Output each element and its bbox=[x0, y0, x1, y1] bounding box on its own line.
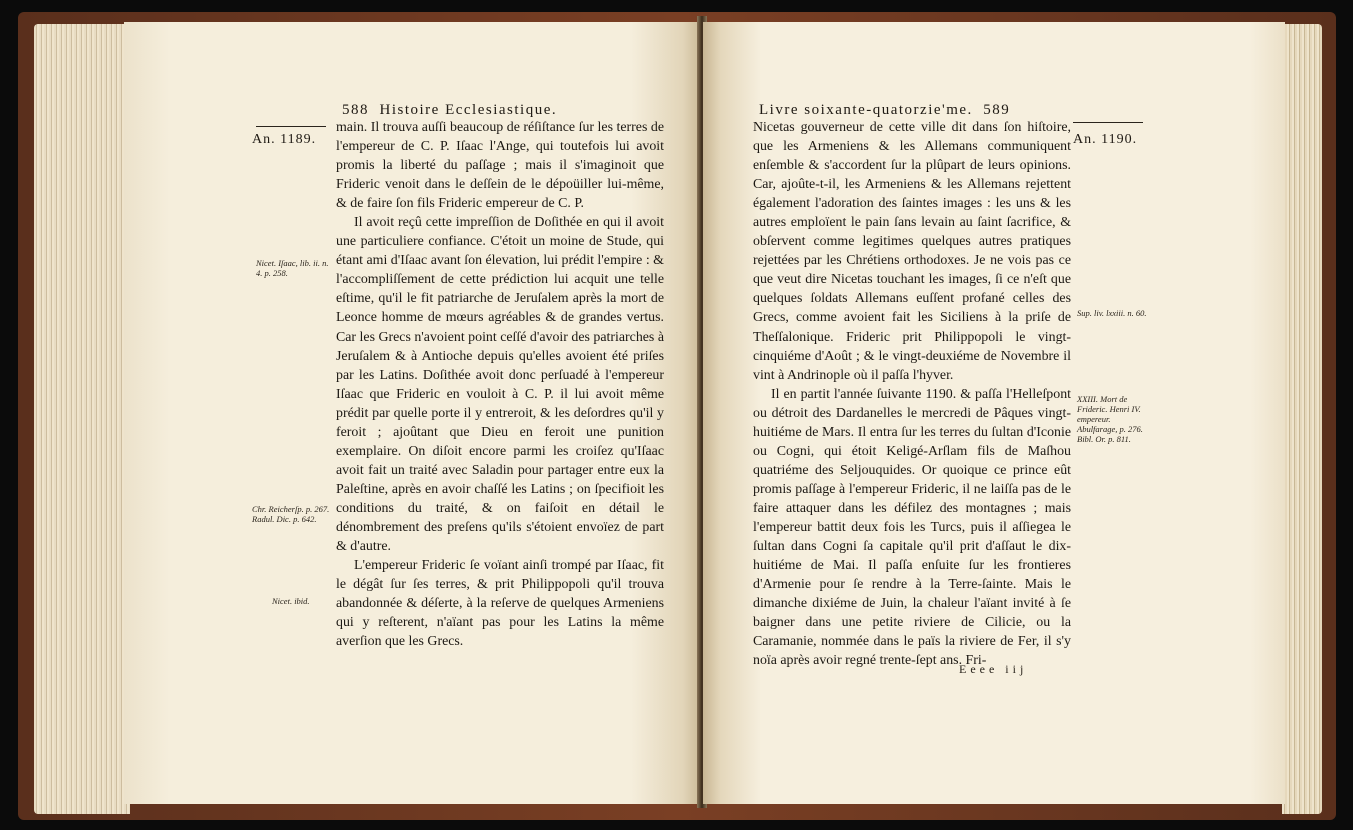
left-note-1: Nicet. Iſaac, lib. ii. n. 4. p. 258. bbox=[256, 258, 329, 278]
left-paragraph-3: L'empereur Frideric ſe voïant ainſi trompé par Iſaac, fit le dégât ſur ſes terres, & prit Philippopoli qu'il trouva abandonnée & déſerte, à la reſerve de quelques Armeniens qui y reſterent, n'aïant pas pour les Latins la même averſion que les Grecs. bbox=[336, 558, 664, 650]
left-page-number: 588 bbox=[342, 102, 369, 118]
right-page-number: 589 bbox=[983, 102, 1011, 118]
right-note-1: Sup. liv. lxxiii. n. 60. bbox=[1077, 308, 1147, 318]
left-page-edges bbox=[34, 24, 130, 814]
right-running-head bbox=[759, 102, 1010, 119]
right-page-edges bbox=[1282, 24, 1322, 814]
left-paragraph-2: Il avoit reçû cette impreſſion de Doſithée en qui il avoit une particuliere confiance. C'étoit un moine de Stude, qui étant ami d'Iſaac avant ſon élevation, lui prédit l'empire : & l'accompliſſement de cette prédiction lui acquit une telle eſtime, qu'il le fit patriarche de Jeruſalem après la mort de Leonce homme de mœurs agréables & de grandes vertus. Car les Grecs n'avoient point ceſſé d'avoir des patriarches à Jeruſalem & à Antioche depuis qu'elles avoient été priſes par les Latins. Doſithée avoit donc perſuadé à l'empereur Iſaac que Frideric en vouloit à C. P. il lui avoit même prédit par quelle porte il y entreroit, & les deſordres qu'il y feroit ; ajoûtant que Dieu en feroit une punition exemplaire. On diſoit encore parmi les croiſez qu'Iſaac avoit fait un traité avec Saladin pour partager entre eux la Paleſtine, après en avoir chaſſé les Latins ; on ſpecifioit les conditions du traité, & on faiſoit en détail le dénombrement des preſens qu'ils s'étoient envoïez de part & d'autre. bbox=[336, 215, 664, 555]
left-year-rule bbox=[256, 126, 326, 127]
left-note-3: Nicet. ibid. bbox=[272, 596, 310, 606]
right-paragraph-2: Il en partit l'année ſuivante 1190. & paſſa l'Helleſpont ou détroit des Dardanelles le mercredi de Pâques vingt-huitiéme de Mars. Il entra ſur les terres du ſultan d'Iconie ou Cogni, qui étoit Keligé-Arſlam fils de Maſhou quatriéme des Seljouquides. Or quoique ce prince eût promis paſſage à l'empereur Frideric, il ne laiſſa pas de le faire attaquer dans les défilez des montagnes ; mais l'empereur battit deux fois les Turcs, puis il aſſiegea le ſultan dans Cogni ſa capitale qu'il prit d'aſſaut le dix-huitiéme de Mai. Il paſſa enſuite ſur les frontieres d'Armenie pour ſe rendre à la Terre-ſainte. Mais le dimanche dixiéme de Juin, la chaleur l'aïant invité à ſe baigner dans une petite riviere de Cilicie, ou la Caramanie, nommée dans le païs la riviere de Fer, il s'y noïa après avoir regné trente-ſept ans. Fri- bbox=[753, 386, 1071, 669]
left-year: An. 1189. bbox=[252, 132, 317, 147]
right-note-2: XXIII. Mort de Frideric. Henri IV. empereur. Abulfarage, p. 276. Bibl. Or. p. 811. bbox=[1077, 394, 1143, 444]
right-paragraph-1: Nicetas gouverneur de cette ville dit dans ſon hiſtoire, que les Armeniens & les Allemans communiquent enſemble & s'accordent ſur la plûpart de leurs opinions. Car, ajoûte-t-il, les Armeniens & les Allemans rejettent également l'adoration des ſaintes images : les uns & les autres emploïent le pain ſans levain au ſaint ſacrifice, & obſervent comme legitimes quelques autres pratiques rejettées par les Chrétiens orthodoxes. Je ne vois pas ce que veut dire Nicetas touchant les images, ſi ce n'eſt que quelques ſoldats Allemans euſſent profané celles des Grecs, comme avoient fait les Siciliens à la priſe de Theſſalonique. Frideric prit Philippopoli le vingt-cinquiéme d'Août ; & le vingt-deuxiéme de Novembre il vint à Andrinople où il paſſa l'hyver. bbox=[753, 120, 1071, 383]
right-year-rule bbox=[1073, 122, 1143, 123]
right-year: An. 1190. bbox=[1073, 132, 1138, 147]
left-running-head bbox=[342, 102, 557, 119]
right-body-text bbox=[753, 118, 1071, 670]
left-running-title: Histoire Ecclesiastique. bbox=[379, 102, 558, 118]
left-paragraph-1: main. Il trouva auſſi beaucoup de réſiſtance ſur les terres de l'empereur de C. P. Iſaac l'Ange, qui toutefois lui avoit promis la liberté du paſſage ; mais il s'imaginoit que Frideric venoit dans le deſſein de le dépoüiller lui-même, & de faire ſon fils Frideric empereur de C. P. bbox=[336, 120, 664, 212]
left-body-text bbox=[336, 118, 664, 651]
left-page bbox=[124, 22, 700, 804]
right-page bbox=[703, 22, 1285, 804]
right-running-title: Livre soixante-quatorzie'me. bbox=[759, 102, 973, 118]
signature-mark: Eeee iij bbox=[959, 662, 1028, 676]
left-note-2: Chr. Reicherſp. p. 267. Radul. Dic. p. 642. bbox=[252, 504, 330, 524]
